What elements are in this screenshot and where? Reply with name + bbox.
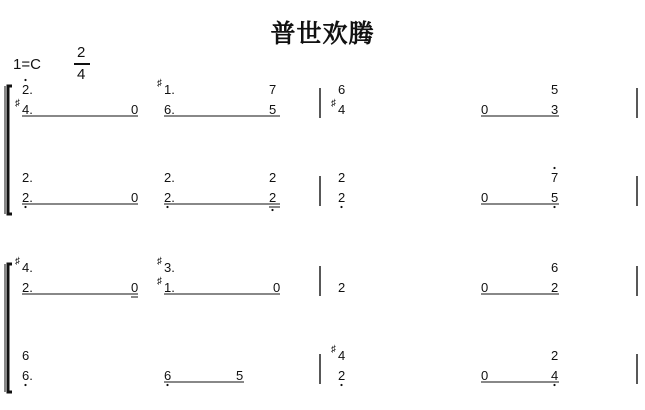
octave-dot-below [24, 206, 26, 208]
note-number: 0 [131, 280, 139, 295]
system-bracket [8, 86, 12, 214]
octave-dot-below [24, 384, 26, 386]
note-number: 0 [481, 102, 489, 117]
note-number: 6 [22, 348, 30, 363]
time-signature-numerator: 2 [77, 44, 86, 61]
note-number: 5 [551, 190, 559, 205]
note-number: 3 [551, 102, 559, 117]
note-number: 0 [481, 368, 489, 383]
note-number: 2. [22, 170, 33, 185]
octave-dot-below [340, 206, 342, 208]
note-number: 2. [22, 82, 33, 97]
note-number: 2 [551, 280, 559, 295]
note-number: 2. [22, 280, 33, 295]
note-number: 0 [131, 190, 139, 205]
note-number: 0 [481, 280, 489, 295]
note-number: 2 [338, 170, 346, 185]
note-number: 1. [164, 280, 175, 295]
octave-dot-below [166, 384, 168, 386]
sharp-accidental: ♯ [157, 78, 162, 89]
note-number: 6. [164, 102, 175, 117]
note-number: 5 [236, 368, 244, 383]
note-number: 2 [338, 280, 346, 295]
note-number: 0 [131, 102, 139, 117]
note-number: 5 [269, 102, 277, 117]
note-number: 7 [551, 170, 559, 185]
note-number: 0 [273, 280, 281, 295]
note-number: 2 [269, 170, 277, 185]
octave-dot-below [553, 206, 555, 208]
note-number: 4. [22, 260, 33, 275]
octave-dot-below [553, 384, 555, 386]
note-number: 2 [269, 190, 277, 205]
note-number: 2 [551, 348, 559, 363]
note-number: 3. [164, 260, 175, 275]
note-number: 5 [551, 82, 559, 97]
note-number: 4 [551, 368, 559, 383]
note-number: 6 [164, 368, 172, 383]
note-number: 6 [338, 82, 346, 97]
octave-dot-below [166, 206, 168, 208]
octave-dot-above [24, 79, 26, 81]
note-number: 4. [22, 102, 33, 117]
sharp-accidental: ♯ [331, 344, 336, 355]
note-number: 7 [269, 82, 277, 97]
note-number: 2 [338, 190, 346, 205]
note-number: 6. [22, 368, 33, 383]
octave-dot-below [340, 384, 342, 386]
sharp-accidental: ♯ [157, 256, 162, 267]
note-number: 6 [551, 260, 559, 275]
note-number: 4 [338, 348, 346, 363]
note-number: 2. [164, 170, 175, 185]
octave-dot-above [553, 167, 555, 169]
note-number: 2 [338, 368, 346, 383]
sharp-accidental: ♯ [15, 256, 20, 267]
time-signature-denominator: 4 [77, 66, 86, 83]
sharp-accidental: ♯ [15, 98, 20, 109]
note-number: 1. [164, 82, 175, 97]
system-bracket [8, 264, 12, 392]
sharp-accidental: ♯ [331, 98, 336, 109]
octave-dot-below [271, 209, 273, 211]
sharp-accidental: ♯ [157, 276, 162, 287]
note-number: 2. [164, 190, 175, 205]
note-number: 0 [481, 190, 489, 205]
score-title: 普世欢腾 [270, 19, 375, 48]
note-number: 4 [338, 102, 346, 117]
key-signature: 1=C [13, 56, 41, 73]
note-number: 2. [22, 190, 33, 205]
